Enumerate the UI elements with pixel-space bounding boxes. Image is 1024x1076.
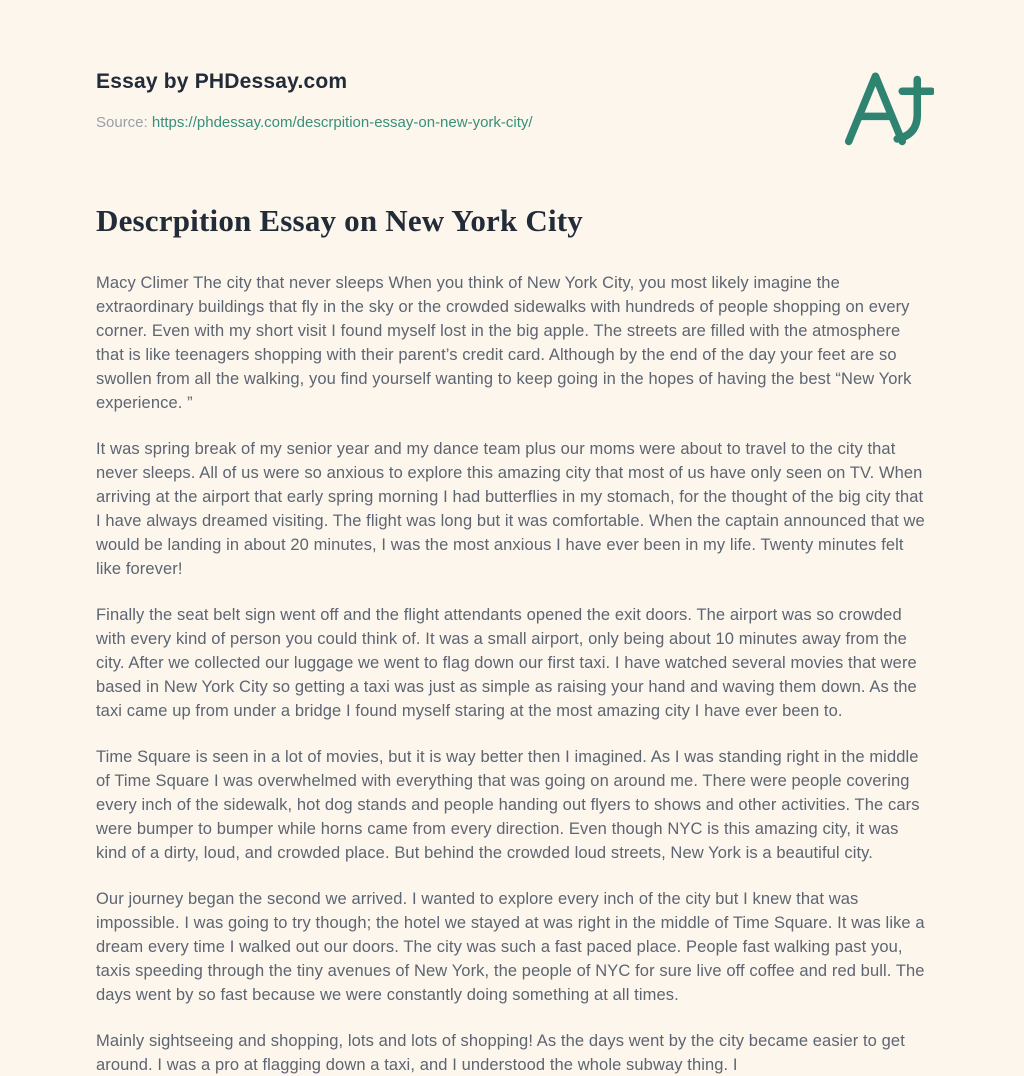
source-url-link[interactable]: https://phdessay.com/descrpition-essay-on-new-york-city/ <box>151 114 533 131</box>
essay-body <box>96 271 928 1076</box>
phdessay-a-logo-icon <box>842 62 934 154</box>
essay-paragraph: Mainly sightseeing and shopping, lots and lots of shopping! As the days went by the city became easier to get around. I was a pro at flagging down a taxi, and I understood the whole subway thing. I <box>96 1032 905 1074</box>
source-line <box>96 114 928 131</box>
page-title: Descrpition Essay on New York City <box>96 203 584 238</box>
essay-paragraph: Macy Climer The city that never sleeps When you think of New York City, you most likely imagine the extraordinary buildings that fly in the sky or the crowded sidewalks with hundreds of people shopping on every corner. Even with my short visit I found myself lost in the big apple. The streets are filled with the atmosphere that is like teenagers shopping with their parent’s credit card. Although by the end of the day your feet are so swollen from all the walking, you find yourself wanting to keep going in the hopes of having the best “New York experience. ” <box>96 274 912 412</box>
essay-byline: Essay by PHDessay.com <box>96 70 348 93</box>
essay-paragraph: Our journey began the second we arrived. I wanted to explore every inch of the city but I knew that was impossible. I was going to try though; the hotel we stayed at was right in the middle of Time Square. It was like a dream every time I walked out our doors. The city was such a fast paced place. People fast walking past you, taxis speeding through the tiny avenues of New York, the people of NYC for sure live off coffee and red bull. The days went by so fast because we were constantly doing something at all times. <box>96 890 925 1004</box>
essay-paragraph: Time Square is seen in a lot of movies, but it is way better then I imagined. As I was standing right in the middle of Time Square I was overwhelmed with everything that was going on around me. There were people covering every inch of the sidewalk, hot dog stands and people handing out flyers to shows and other activities. The cars were bumper to bumper while horns came from every direction. Even though NYC is this amazing city, it was kind of a dirty, loud, and crowded place. But behind the crowded loud streets, New York is a beautiful city. <box>96 748 920 862</box>
essay-paragraph: Finally the seat belt sign went off and the flight attendants opened the exit doors. The airport was so crowded with every kind of person you could think of. It was a small airport, only being about 10 minutes away from the city. After we collected our luggage we went to flag down our first taxi. I have watched several movies that were based in New York City so getting a taxi was just as simple as raising your hand and waving them down. As the taxi came up from under a bridge I found myself staring at the most amazing city I have ever been to. <box>96 606 917 720</box>
essay-paragraph: It was spring break of my senior year and my dance team plus our moms were about to travel to the city that never sleeps. All of us were so anxious to explore this amazing city that most of us have only seen on TV. When arriving at the airport that early spring morning I had butterflies in my stomach, for the thought of the big city that I have always dreamed visiting. The flight was long but it was comfortable. When the captain announced that we would be landing in about 20 minutes, I was the most anxious I have ever been in my life. Twenty minutes felt like forever! <box>96 440 925 578</box>
source-label: Source: <box>96 114 148 131</box>
